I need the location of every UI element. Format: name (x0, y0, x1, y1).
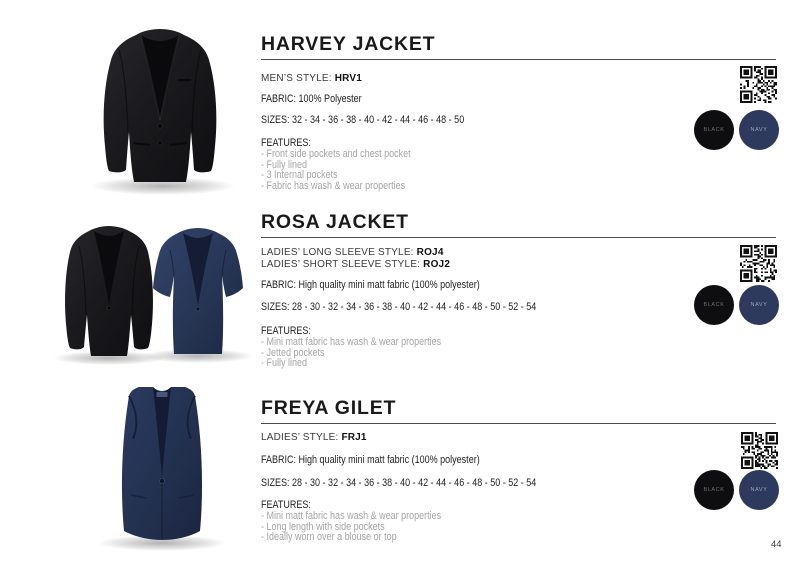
ladies-jackets-illustration (45, 216, 262, 366)
features-list (261, 325, 441, 369)
product-section-freya-gilet (0, 364, 800, 565)
features-label: FEATURES: (261, 137, 311, 149)
feature-item: - Mini matt fabric has wash & wear properties (261, 510, 442, 522)
style-line (261, 259, 450, 271)
style-label: LADIES’ STYLE: (261, 432, 342, 443)
style-code: FRJ1 (341, 432, 367, 443)
swatch-label: NAVY (750, 127, 768, 133)
fabric-line: FABRIC: High quality mini matt fabric (100% polyester) (261, 454, 480, 466)
feature-item: - Fabric has wash & wear properties (261, 179, 406, 192)
style-codes (261, 73, 362, 85)
sizes-line: SIZES: 28 - 30 - 32 - 34 - 36 - 38 - 40 - 42 - 44 - 46 - 48 - 50 - 52 - 54 (261, 301, 537, 313)
qr-code-icon (740, 245, 777, 282)
color-swatch-navy (739, 285, 779, 325)
swatch-label: NAVY (750, 302, 768, 308)
sizes-line: SIZES: 32 - 34 - 36 - 38 - 40 - 42 - 44 - 46 - 48 - 50 (261, 114, 465, 126)
title-divider (261, 237, 776, 238)
qr-code-icon (740, 66, 777, 103)
style-codes (261, 432, 367, 444)
color-swatch-black (694, 285, 734, 325)
feature-item: - Front side pockets and chest pocket (261, 148, 411, 160)
style-label: MEN’S STYLE: (261, 73, 335, 84)
feature-item: - Ideally worn over a blouse or top (261, 531, 397, 544)
title-divider (261, 423, 776, 424)
feature-item: - Long length with side pockets (261, 520, 385, 533)
color-swatches (694, 285, 779, 325)
style-code: ROJ4 (416, 247, 444, 258)
rosa-jacket-photo (45, 216, 262, 366)
freya-gilet-photo (75, 383, 250, 555)
product-title: HARVEY JACKET (261, 33, 436, 55)
swatch-label: BLACK (703, 127, 725, 133)
product-section-rosa-jacket (0, 178, 800, 368)
product-title: FREYA GILET (261, 397, 397, 419)
style-label: LADIES’ SHORT SLEEVE STYLE: (261, 258, 424, 270)
harvey-jacket-photo (75, 22, 245, 197)
style-line (261, 73, 362, 85)
feature-item: - Jetted pockets (261, 346, 325, 359)
swatch-label: BLACK (703, 487, 725, 493)
feature-item: - Fully lined (261, 158, 308, 171)
feature-item: - Fully lined (261, 357, 308, 370)
style-code: HRV1 (334, 73, 363, 84)
color-swatch-black (694, 470, 734, 510)
page-number: 44 (771, 539, 782, 550)
swatch-label: BLACK (703, 302, 725, 308)
style-line (261, 432, 367, 444)
color-swatches (694, 110, 779, 150)
color-swatch-black (694, 110, 734, 150)
color-swatch-navy (739, 470, 779, 510)
mens-jacket-illustration (75, 22, 245, 197)
title-divider (261, 59, 776, 60)
product-title: ROSA JACKET (261, 211, 409, 233)
features-label: FEATURES: (261, 499, 311, 511)
fabric-line: FABRIC: 100% Polyester (261, 93, 362, 105)
features-label: FEATURES: (261, 325, 311, 337)
style-line (261, 247, 450, 259)
brand-label (157, 392, 168, 397)
gilet-illustration (75, 383, 250, 555)
feature-item: - Mini matt fabric has wash & wear properties (261, 336, 442, 348)
sizes-line: SIZES: 28 - 30 - 32 - 34 - 36 - 38 - 40 - 42 - 44 - 46 - 48 - 50 - 52 - 54 (261, 477, 537, 489)
style-label: LADIES’ LONG SLEEVE STYLE: (261, 247, 417, 258)
style-codes (261, 247, 450, 270)
color-swatch-navy (739, 110, 779, 150)
color-swatches (694, 470, 779, 510)
fabric-line: FABRIC: High quality mini matt fabric (100% polyester) (261, 279, 480, 291)
features-list (261, 499, 441, 543)
swatch-label: NAVY (750, 487, 768, 493)
product-section-harvey-jacket (0, 0, 800, 200)
qr-code-icon (741, 432, 778, 469)
feature-item: - 3 Internal pockets (261, 169, 338, 182)
style-code: ROJ2 (423, 258, 451, 270)
